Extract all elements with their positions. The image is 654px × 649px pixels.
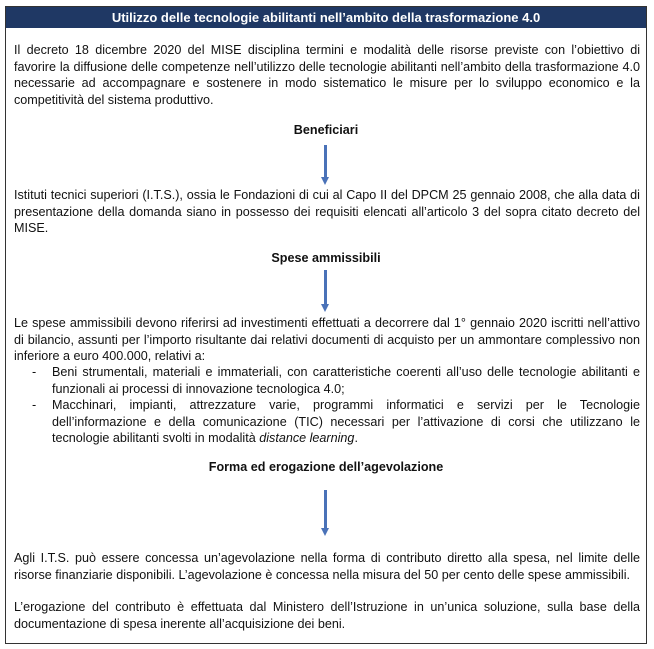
arrow-down-icon [321,145,331,185]
list-item-text: Beni strumentali, materiali e immateriali, con caratteristiche coerenti all’uso delle tecnologie abilitanti e funzionali ai processi di innovazione tecnologica 4.0; [52,365,640,396]
document-frame [5,6,647,644]
list-bullet: - [32,398,37,412]
beneficiari-paragraph: Istituti tecnici superiori (I.T.S.), ossia le Fondazioni di cui al Capo II del DPCM 25 gennaio 2008, che alla data di presentazione della domanda siano in possesso dei requisiti elencati all’articolo 3 del sopra citato decreto del MISE. [14,188,640,235]
arrow-down-icon [321,490,331,536]
forma-paragraph: Agli I.T.S. può essere concessa un’agevolazione nella forma di contributo diretto alla spesa, nel limite delle risorse finanziarie disponibili. L’agevolazione è concessa nella misura del 50 per cento delle spese ammissibili. [14,551,640,582]
intro-paragraph: Il decreto 18 dicembre 2020 del MISE disciplina termini e modalità delle risorse previste con l’obiettivo di favorire la diffusione delle competenze nell’utilizzo delle tecnologie abilitanti nell’ambito della trasformazione 4.0 necessarie ad accompagnare e sostenere in modo sistematico le misure per lo sviluppo economico e la competitività del sistema produttivo. [14,43,640,107]
heading-spese-ammissibili: Spese ammissibili [271,251,381,265]
list-item-end: . [354,431,358,445]
heading-beneficiari: Beneficiari [293,123,359,137]
list-item [14,364,640,397]
list-bullet: - [32,365,37,379]
erogazione-paragraph: L’erogazione del contributo è effettuata dal Ministero dell’Istruzione in un’unica soluzione, sulla base della documentazione di spesa inerente all’acquisizione dei beni. [14,600,640,631]
document-title: Utilizzo delle tecnologie abilitanti nell’ambito della trasformazione 4.0 [6,7,646,28]
spese-list [14,364,640,447]
list-item [14,397,640,447]
list-item-italic-text: distance learning [259,431,355,445]
spese-paragraph: Le spese ammissibili devono riferirsi ad investimenti effettuati a decorrere dal 1° gennaio 2020 iscritti nell’attivo di bilancio, assunti per l’importo risultante dai relativi documenti di acquisto per un ammontare complessivo non inferiore a euro 400.000, relativi a: [14,316,640,363]
list-item-text: Macchinari, impianti, attrezzature varie, programmi informatici e servizi per le Tecnologie dell’informazione e della comunicazione (TIC) necessari per l’attivazione di corsi che utilizzano le tecnologie abilitanti svolti in modalità [52,398,640,445]
arrow-down-icon [321,270,331,312]
heading-forma-erogazione: Forma ed erogazione dell’agevolazione [208,460,444,474]
